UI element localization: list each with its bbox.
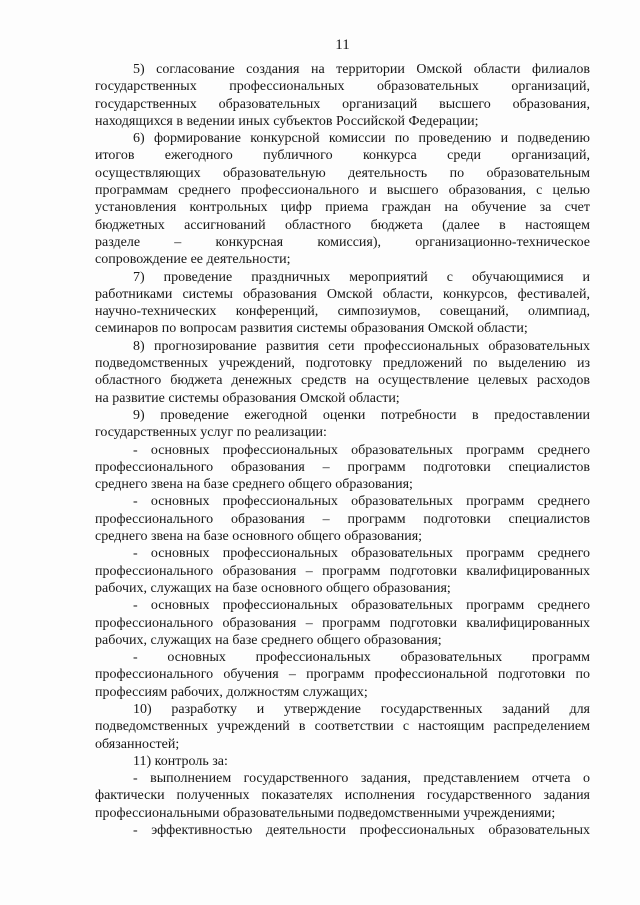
text-line: бюджетных ассигнований областного бюджета (далее в настоящем bbox=[95, 217, 590, 233]
text-line: рабочих, служащих на базе среднего общего образования; bbox=[95, 632, 442, 648]
text-line: осуществляющих образовательную деятельность по образовательным bbox=[95, 165, 590, 181]
paragraph-item-9 bbox=[95, 407, 590, 442]
text-line: профессиям рабочих, должностям служащих; bbox=[95, 684, 368, 700]
text-line: профессиональными образовательными подведомственными учреждениями; bbox=[95, 805, 556, 821]
page-number: 11 bbox=[335, 37, 350, 53]
text-line: государственных профессиональных образовательных организаций, bbox=[95, 79, 590, 95]
text-line: профессионального образования – программ подготовки специалистов bbox=[95, 459, 590, 475]
bullet-item bbox=[95, 649, 590, 701]
text-line: 7) проведение праздничных мероприятий с обучающимися и bbox=[133, 269, 590, 285]
bullet-item bbox=[95, 545, 590, 597]
paragraph-item-8 bbox=[95, 338, 590, 407]
text-line: 5) согласование создания на территории Омской области филиалов bbox=[133, 62, 590, 77]
text-line: - основных профессиональных образовательных программ bbox=[133, 650, 590, 666]
text-line: профессионального обучения – программ профессиональной подготовки по bbox=[95, 667, 590, 683]
text-line: 6) формирование конкурсной комиссии по проведению и подведению bbox=[133, 131, 590, 147]
text-line: среднего звена на базе среднего общего образования; bbox=[95, 477, 413, 493]
bullet-item bbox=[95, 442, 590, 494]
paragraph-item-7 bbox=[95, 269, 590, 338]
bullet-item bbox=[95, 822, 590, 839]
paragraph-item-5 bbox=[95, 61, 590, 130]
text-line: 10) разработку и утверждение государственных заданий для bbox=[133, 701, 590, 717]
bullet-item bbox=[95, 770, 590, 822]
text-line: обязанностей; bbox=[95, 736, 180, 752]
document-body bbox=[95, 61, 590, 839]
paragraph-item-11 bbox=[95, 753, 590, 770]
text-line: подведомственных учреждений в соответствии с настоящим распределением bbox=[95, 719, 590, 735]
text-line: семинаров по вопросам развития системы образования Омской области; bbox=[95, 321, 528, 337]
text-line: итогов ежегодного публичного конкурса среди организаций, bbox=[95, 148, 590, 164]
text-line: 8) прогнозирование развития сети профессиональных образовательных bbox=[133, 338, 590, 354]
text-line: фактически полученных показателях исполнения государственного задания bbox=[95, 788, 590, 804]
text-line: сопровождение ее деятельности; bbox=[95, 252, 291, 268]
text-line: разделе – конкурсная комиссия), организационно-техническое bbox=[95, 234, 590, 250]
text-line: установления контрольных цифр приема граждан на обучение за счет bbox=[95, 200, 590, 216]
text-line: рабочих, служащих на базе основного общего образования; bbox=[95, 580, 451, 596]
text-line: программам среднего профессионального и высшего образования, с целью bbox=[95, 183, 590, 199]
text-line: работниками системы образования Омской области, конкурсов, фестивалей, bbox=[95, 286, 590, 302]
text-line: - выполнением государственного задания, представлением отчета о bbox=[133, 771, 590, 787]
text-line: государственных услуг по реализации: bbox=[95, 425, 327, 441]
bullet-item bbox=[95, 493, 590, 545]
text-line: 9) проведение ежегодной оценки потребности в предоставлении bbox=[133, 407, 590, 423]
text-line: - основных профессиональных образовательных программ среднего bbox=[133, 494, 590, 510]
paragraph-item-6 bbox=[95, 130, 590, 268]
text-line: профессионального образования – программ подготовки специалистов bbox=[95, 511, 590, 527]
text-line: областного бюджета денежных средств на осуществление целевых расходов bbox=[95, 373, 590, 389]
text-line: на развитие системы образования Омской области; bbox=[95, 390, 400, 406]
text-line: 11) контроль за: bbox=[133, 753, 228, 769]
text-line: - основных профессиональных образовательных программ среднего bbox=[133, 442, 590, 458]
text-line: научно-технических конференций, симпозиумов, совещаний, олимпиад, bbox=[95, 304, 590, 320]
text-line: находящихся в ведении иных субъектов Российской Федерации; bbox=[95, 113, 479, 129]
text-line: профессионального образования – программ подготовки квалифицированных bbox=[95, 563, 590, 579]
text-line: - основных профессиональных образовательных программ среднего bbox=[133, 598, 590, 614]
paragraph-item-10 bbox=[95, 701, 590, 753]
text-line: подведомственных учреждений, подготовку предложений по выделению из bbox=[95, 356, 590, 372]
text-line: - основных профессиональных образовательных программ среднего bbox=[133, 546, 590, 562]
bullet-item bbox=[95, 597, 590, 649]
text-line: государственных образовательных организаций высшего образования, bbox=[95, 96, 590, 112]
text-line: - эффективностью деятельности профессиональных образовательных bbox=[133, 823, 590, 839]
text-line: профессионального образования – программ подготовки квалифицированных bbox=[95, 615, 590, 631]
text-line: среднего звена на базе основного общего образования; bbox=[95, 529, 423, 545]
